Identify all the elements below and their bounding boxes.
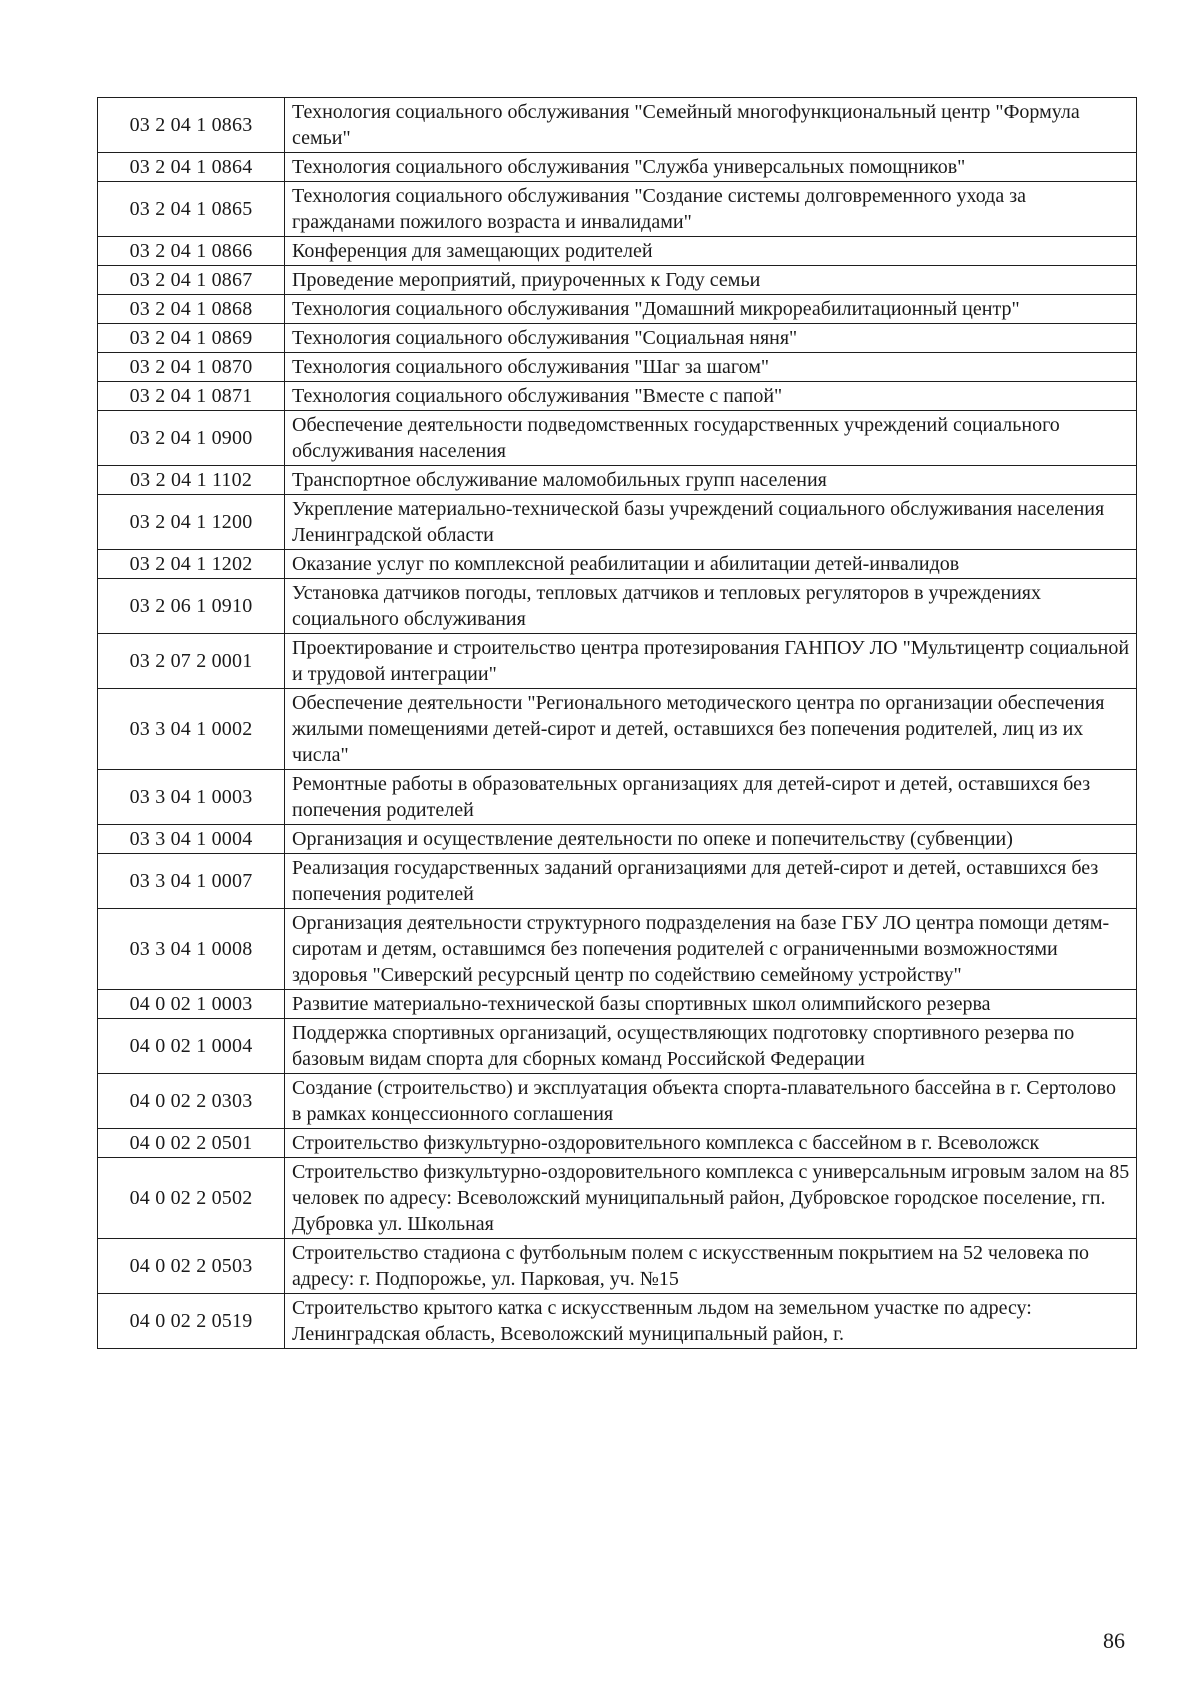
table-body [98,98,1137,1349]
code-cell: 03 2 04 1 0865 [98,182,285,237]
name-cell: Обеспечение деятельности "Регионального методического центра по организации обеспечения жилыми помещениями детей-сирот и детей, оставшихся без попечения родителей, лиц из их числа" [285,689,1137,770]
name-cell: Технология социального обслуживания "Служба универсальных помощников" [285,153,1137,182]
code-cell: 04 0 02 2 0502 [98,1158,285,1239]
table-row [98,182,1137,237]
table-row [98,990,1137,1019]
page-number: 86 [1103,1628,1125,1653]
name-cell: Ремонтные работы в образовательных организациях для детей-сирот и детей, оставшихся без попечения родителей [285,770,1137,825]
document-sheet [97,97,1137,1349]
table-row [98,634,1137,689]
table-row [98,909,1137,990]
code-cell: 03 2 04 1 0868 [98,295,285,324]
table-row [98,1074,1137,1129]
table-row [98,1294,1137,1349]
table-row [98,550,1137,579]
code-cell: 03 2 04 1 0870 [98,353,285,382]
code-cell: 03 3 04 1 0007 [98,854,285,909]
name-cell: Организация деятельности структурного подразделения на базе ГБУ ЛО центра помощи детям-сиротам и детям, оставшимся без попечения родителей с ограниченными возможностями здоровья "Сиверский ресурсный центр по содействию семейному устройству" [285,909,1137,990]
table-row [98,324,1137,353]
name-cell: Технология социального обслуживания "Социальная няня" [285,324,1137,353]
code-cell: 03 2 04 1 1202 [98,550,285,579]
table-row [98,266,1137,295]
code-cell: 04 0 02 2 0503 [98,1239,285,1294]
table-row [98,295,1137,324]
name-cell: Технология социального обслуживания "Шаг за шагом" [285,353,1137,382]
code-cell: 03 2 06 1 0910 [98,579,285,634]
table-row [98,353,1137,382]
code-cell: 04 0 02 1 0004 [98,1019,285,1074]
table-row [98,1019,1137,1074]
name-cell: Конференция для замещающих родителей [285,237,1137,266]
table-row [98,1158,1137,1239]
name-cell: Оказание услуг по комплексной реабилитации и абилитации детей-инвалидов [285,550,1137,579]
name-cell: Строительство физкультурно-оздоровительного комплекса с универсальным игровым залом на 85 человек по адресу: Всеволожский муниципальный район, Дубровское городское поселение, гп. Дубровка ул. Школьная [285,1158,1137,1239]
code-cell: 03 3 04 1 0004 [98,825,285,854]
code-cell: 03 2 04 1 0900 [98,411,285,466]
code-cell: 04 0 02 2 0303 [98,1074,285,1129]
table-row [98,825,1137,854]
code-cell: 04 0 02 1 0003 [98,990,285,1019]
name-cell: Установка датчиков погоды, тепловых датчиков и тепловых регуляторов в учреждениях социального обслуживания [285,579,1137,634]
table-row [98,1129,1137,1158]
table-row [98,495,1137,550]
name-cell: Технология социального обслуживания "Семейный многофункциональный центр "Формула семьи" [285,98,1137,153]
name-cell: Транспортное обслуживание маломобильных групп населения [285,466,1137,495]
name-cell: Реализация государственных заданий организациями для детей-сирот и детей, оставшихся без попечения родителей [285,854,1137,909]
table-row [98,98,1137,153]
table-row [98,153,1137,182]
code-cell: 03 2 04 1 0871 [98,382,285,411]
code-cell: 03 3 04 1 0002 [98,689,285,770]
table-row [98,579,1137,634]
code-cell: 03 3 04 1 0008 [98,909,285,990]
name-cell: Технология социального обслуживания "Создание системы долговременного ухода за гражданами пожилого возраста и инвалидами" [285,182,1137,237]
table-row [98,854,1137,909]
name-cell: Проведение мероприятий, приуроченных к Году семьи [285,266,1137,295]
table-row [98,382,1137,411]
name-cell: Развитие материально-технической базы спортивных школ олимпийского резерва [285,990,1137,1019]
table-row [98,411,1137,466]
code-cell: 03 2 04 1 0869 [98,324,285,353]
name-cell: Поддержка спортивных организаций, осуществляющих подготовку спортивного резерва по базовым видам спорта для сборных команд Российской Федерации [285,1019,1137,1074]
name-cell: Проектирование и строительство центра протезирования ГАНПОУ ЛО "Мультицентр социальной и трудовой интеграции" [285,634,1137,689]
name-cell: Организация и осуществление деятельности по опеке и попечительству (субвенции) [285,825,1137,854]
table-row [98,689,1137,770]
name-cell: Строительство стадиона с футбольным полем с искусственным покрытием на 52 человека по адресу: г. Подпорожье, ул. Парковая, уч. №15 [285,1239,1137,1294]
name-cell: Создание (строительство) и эксплуатация объекта спорта-плавательного бассейна в г. Сертолово в рамках концессионного соглашения [285,1074,1137,1129]
name-cell: Укрепление материально-технической базы учреждений социального обслуживания населения Ленинградской области [285,495,1137,550]
code-cell: 03 3 04 1 0003 [98,770,285,825]
code-cell: 04 0 02 2 0519 [98,1294,285,1349]
name-cell: Технология социального обслуживания "Домашний микрореабилитационный центр" [285,295,1137,324]
name-cell: Строительство крытого катка с искусственным льдом на земельном участке по адресу: Ленинградская область, Всеволожский муниципальный район, г. [285,1294,1137,1349]
table-row [98,237,1137,266]
name-cell: Строительство физкультурно-оздоровительного комплекса с бассейном в г. Всеволожск [285,1129,1137,1158]
code-cell: 03 2 04 1 0864 [98,153,285,182]
table-row [98,466,1137,495]
budget-code-table [97,97,1137,1349]
code-cell: 03 2 04 1 0863 [98,98,285,153]
code-cell: 03 2 04 1 1102 [98,466,285,495]
code-cell: 03 2 04 1 1200 [98,495,285,550]
code-cell: 04 0 02 2 0501 [98,1129,285,1158]
code-cell: 03 2 04 1 0866 [98,237,285,266]
name-cell: Обеспечение деятельности подведомственных государственных учреждений социального обслуживания населения [285,411,1137,466]
code-cell: 03 2 04 1 0867 [98,266,285,295]
code-cell: 03 2 07 2 0001 [98,634,285,689]
table-row [98,1239,1137,1294]
table-row [98,770,1137,825]
name-cell: Технология социального обслуживания "Вместе с папой" [285,382,1137,411]
